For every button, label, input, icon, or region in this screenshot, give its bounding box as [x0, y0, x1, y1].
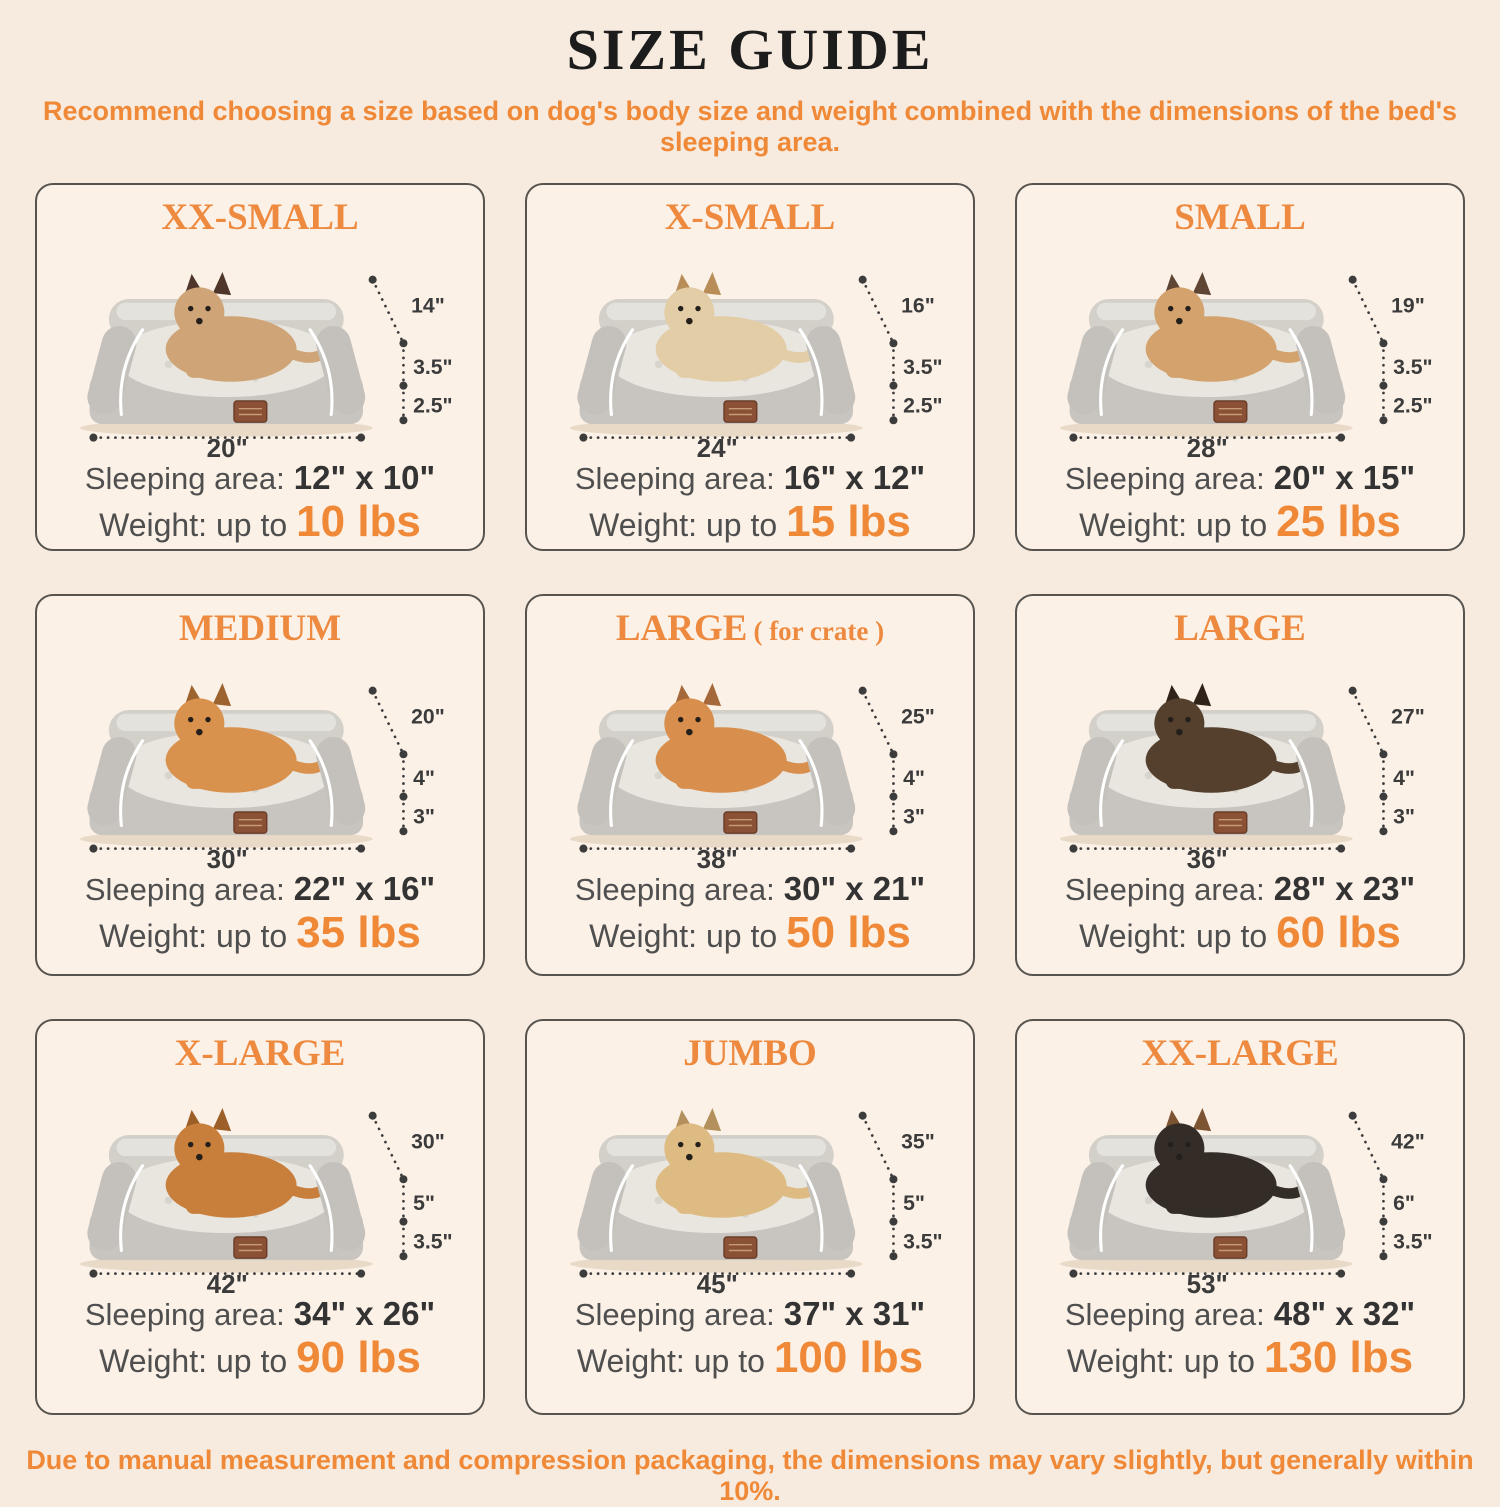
- pet-eye: [695, 717, 700, 722]
- pet-right-ear: [703, 1108, 721, 1131]
- pet-bed-illustration: [1033, 652, 1447, 869]
- diagonal-dimension-label: 27": [1391, 705, 1425, 729]
- pet-right-ear: [213, 272, 231, 295]
- weight-label: Weight:: [1079, 507, 1187, 544]
- weight-line: [1079, 497, 1401, 547]
- width-dimension-label: 42": [206, 1269, 248, 1295]
- diagonal-dimension-label: 30": [411, 1130, 445, 1154]
- pet-eye: [678, 717, 683, 722]
- size-card: [35, 1019, 485, 1415]
- diagonal-dimension-line: [1353, 691, 1384, 755]
- card-title: [1141, 1033, 1338, 1076]
- page-title: SIZE GUIDE: [566, 17, 934, 82]
- weight-prefix: up to: [705, 918, 778, 955]
- brand-tag: [724, 401, 757, 422]
- back-height-dimension-label: 3.5": [1393, 356, 1433, 380]
- base-height-dimension-label: 3": [1393, 805, 1415, 829]
- pet-eye: [188, 1142, 193, 1147]
- diagonal-dimension-label: 25": [901, 705, 935, 729]
- pet-front-legs: [676, 363, 740, 378]
- pet-front-legs: [186, 1199, 250, 1214]
- pet-eye: [1168, 717, 1173, 722]
- pet-nose: [1176, 318, 1183, 325]
- pet-eye: [1185, 306, 1190, 311]
- sleeping-area-value: 34" x 26": [293, 1295, 436, 1333]
- pet-nose: [686, 1154, 693, 1161]
- sleeping-area-value: 12" x 10": [293, 459, 436, 497]
- sleeping-area-line: [1065, 459, 1415, 497]
- dimension-dot: [399, 417, 407, 425]
- pet-eye: [1185, 1142, 1190, 1147]
- pet-right-ear: [1193, 272, 1211, 295]
- pet-nose: [196, 729, 203, 736]
- weight-line: [576, 1333, 924, 1383]
- sleeping-area-line: [575, 1295, 925, 1333]
- weight-value: 100 lbs: [773, 1333, 924, 1383]
- pet-nose: [1176, 729, 1183, 736]
- diagonal-dimension-label: 42": [1391, 1130, 1425, 1154]
- pet-front-legs: [1166, 1199, 1230, 1214]
- sleeping-area-label: Sleeping area:: [574, 461, 775, 497]
- pet-nose: [1176, 1154, 1183, 1161]
- weight-line: [99, 908, 421, 958]
- pet-nose: [196, 318, 203, 325]
- card-size-name: XX-SMALL: [161, 196, 359, 238]
- dimension-dot: [1337, 845, 1345, 853]
- pet-front-legs: [186, 774, 250, 789]
- weight-line: [1066, 1333, 1414, 1383]
- pet-right-ear: [703, 272, 721, 295]
- diagonal-dimension-line: [1353, 1116, 1384, 1180]
- pet-head: [664, 699, 714, 749]
- pet-front-legs: [1166, 774, 1230, 789]
- sleeping-area-value: 20" x 15": [1273, 459, 1416, 497]
- card-size-name: SMALL: [1174, 196, 1306, 238]
- pet-eye: [1185, 717, 1190, 722]
- weight-label: Weight:: [1079, 918, 1187, 955]
- brand-tag: [234, 401, 267, 422]
- sleeping-area-label: Sleeping area:: [1064, 461, 1265, 497]
- brand-tag: [724, 812, 757, 833]
- back-height-dimension-label: 5": [413, 1192, 435, 1216]
- diagonal-dimension-line: [373, 691, 404, 755]
- width-dimension-label: 28": [1186, 433, 1228, 459]
- pet-bed-illustration: [543, 1077, 957, 1294]
- pet-eye: [188, 717, 193, 722]
- pet-bed-illustration: [543, 241, 957, 458]
- pet-right-ear: [1193, 1108, 1211, 1131]
- sleeping-area-label: Sleeping area:: [1064, 1297, 1265, 1333]
- sleeping-area-line: [575, 870, 925, 908]
- card-size-name: XX-LARGE: [1141, 1032, 1339, 1074]
- pet-bed-illustration: [53, 652, 467, 869]
- dimension-dot: [889, 417, 897, 425]
- diagonal-dimension-label: 16": [901, 294, 935, 318]
- sleeping-area-line: [85, 459, 435, 497]
- pet-head: [174, 1124, 224, 1174]
- width-dimension-label: 38": [696, 844, 738, 870]
- pet-nose: [686, 318, 693, 325]
- weight-line: [99, 497, 421, 547]
- diagonal-dimension-label: 19": [1391, 294, 1425, 318]
- sleeping-area-label: Sleeping area:: [84, 872, 285, 908]
- weight-value: 60 lbs: [1276, 908, 1401, 958]
- sleeping-area-value: 48" x 32": [1273, 1295, 1416, 1333]
- card-size-name: LARGE: [615, 607, 748, 649]
- card-size-suffix: ( for crate ): [753, 615, 885, 646]
- weight-label: Weight:: [589, 507, 697, 544]
- dimension-dot: [847, 845, 855, 853]
- card-title: [616, 608, 884, 651]
- card-title: [683, 1033, 817, 1076]
- sleeping-area-label: Sleeping area:: [1064, 872, 1265, 908]
- card-title: [1174, 608, 1306, 651]
- brand-tag: [234, 1237, 267, 1258]
- pet-bed-illustration: [543, 652, 957, 869]
- page-subtitle: Recommend choosing a size based on dog's body size and weight combined with the dimensions of the bed's sleeping area.: [42, 95, 1458, 157]
- width-dimension-label: 36": [1186, 844, 1228, 870]
- dimension-dot: [1337, 434, 1345, 442]
- page-footnote: Due to manual measurement and compression packaging, the dimensions may vary slightly, but generally within 10%.: [26, 1444, 1474, 1506]
- sleeping-area-line: [1065, 1295, 1415, 1333]
- dimension-dot: [357, 845, 365, 853]
- diagonal-dimension-line: [373, 280, 404, 344]
- width-dimension-label: 53": [1186, 1269, 1228, 1295]
- dimension-dot: [847, 434, 855, 442]
- pet-eye: [678, 1142, 683, 1147]
- pet-eye: [695, 1142, 700, 1147]
- size-card: [35, 594, 485, 976]
- pet-eye: [695, 306, 700, 311]
- base-height-dimension-label: 3": [903, 805, 925, 829]
- diagonal-dimension-label: 20": [411, 705, 445, 729]
- weight-value: 10 lbs: [296, 497, 421, 547]
- weight-value: 130 lbs: [1263, 1333, 1414, 1383]
- base-height-dimension-label: 3.5": [1393, 1230, 1433, 1254]
- dimension-dot: [847, 1270, 855, 1278]
- weight-prefix: up to: [215, 507, 288, 544]
- diagonal-dimension-line: [863, 280, 894, 344]
- pet-head: [1154, 1124, 1204, 1174]
- size-card: [1015, 1019, 1465, 1415]
- pet-head: [664, 288, 714, 338]
- pet-right-ear: [213, 683, 231, 706]
- weight-prefix: up to: [1195, 507, 1268, 544]
- brand-tag: [1214, 401, 1247, 422]
- dimension-dot: [889, 828, 897, 836]
- dimension-dot: [1379, 1253, 1387, 1261]
- card-title: [1174, 197, 1306, 240]
- sleeping-area-value: 37" x 31": [783, 1295, 926, 1333]
- weight-prefix: up to: [705, 507, 778, 544]
- pet-bed-illustration: [1033, 241, 1447, 458]
- width-dimension-label: 24": [696, 433, 738, 459]
- back-height-dimension-label: 4": [903, 767, 925, 791]
- weight-prefix: up to: [693, 1343, 765, 1380]
- dimension-dot: [1379, 417, 1387, 425]
- weight-value: 15 lbs: [786, 497, 911, 547]
- card-size-name: MEDIUM: [178, 607, 342, 649]
- weight-prefix: up to: [215, 1343, 288, 1380]
- pet-eye: [188, 306, 193, 311]
- weight-label: Weight:: [576, 1343, 685, 1380]
- weight-label: Weight:: [589, 918, 697, 955]
- pet-eye: [205, 306, 210, 311]
- back-height-dimension-label: 4": [413, 767, 435, 791]
- dimension-dot: [1379, 828, 1387, 836]
- pet-front-legs: [676, 774, 740, 789]
- brand-tag: [724, 1237, 757, 1258]
- weight-label: Weight:: [99, 918, 207, 955]
- card-title: [179, 608, 341, 651]
- sleeping-area-line: [85, 1295, 435, 1333]
- card-size-name: JUMBO: [683, 1032, 817, 1074]
- base-height-dimension-label: 2.5": [903, 394, 943, 418]
- size-card: [525, 183, 975, 551]
- sleeping-area-line: [1065, 870, 1415, 908]
- base-height-dimension-label: 2.5": [1393, 394, 1433, 418]
- size-card: [525, 1019, 975, 1415]
- back-height-dimension-label: 6": [1393, 1192, 1415, 1216]
- brand-tag: [234, 812, 267, 833]
- weight-line: [589, 908, 911, 958]
- weight-label: Weight:: [99, 1343, 207, 1380]
- pet-front-legs: [186, 363, 250, 378]
- brand-tag: [1214, 1237, 1247, 1258]
- pet-right-ear: [213, 1108, 231, 1131]
- weight-label: Weight:: [1066, 1343, 1175, 1380]
- sleeping-area-label: Sleeping area:: [574, 1297, 775, 1333]
- dimension-dot: [1337, 1270, 1345, 1278]
- diagonal-dimension-line: [863, 691, 894, 755]
- sleeping-area-label: Sleeping area:: [574, 872, 775, 908]
- sleeping-area-line: [85, 870, 435, 908]
- base-height-dimension-label: 3.5": [903, 1230, 943, 1254]
- diagonal-dimension-line: [1353, 280, 1384, 344]
- sleeping-area-line: [575, 459, 925, 497]
- pet-front-legs: [676, 1199, 740, 1214]
- card-title: [665, 197, 836, 240]
- pet-head: [174, 288, 224, 338]
- weight-line: [1079, 908, 1401, 958]
- back-height-dimension-label: 5": [903, 1192, 925, 1216]
- weight-prefix: up to: [1195, 918, 1268, 955]
- pet-head: [664, 1124, 714, 1174]
- weight-value: 25 lbs: [1276, 497, 1401, 547]
- dimension-dot: [357, 434, 365, 442]
- pet-front-legs: [1166, 363, 1230, 378]
- size-grid: [0, 183, 1500, 1415]
- page-header: [0, 0, 1500, 158]
- back-height-dimension-label: 3.5": [413, 356, 453, 380]
- width-dimension-label: 45": [696, 1269, 738, 1295]
- dimension-dot: [399, 1253, 407, 1261]
- card-size-name: X-SMALL: [664, 196, 836, 238]
- weight-prefix: up to: [215, 918, 288, 955]
- dimension-dot: [399, 828, 407, 836]
- pet-bed-illustration: [53, 1077, 467, 1294]
- sleeping-area-value: 22" x 16": [293, 870, 436, 908]
- card-size-name: X-LARGE: [174, 1032, 346, 1074]
- dimension-dot: [357, 1270, 365, 1278]
- diagonal-dimension-label: 35": [901, 1130, 935, 1154]
- base-height-dimension-label: 3": [413, 805, 435, 829]
- weight-line: [589, 497, 911, 547]
- weight-label: Weight:: [99, 507, 207, 544]
- width-dimension-label: 30": [206, 844, 248, 870]
- pet-bed-illustration: [1033, 1077, 1447, 1294]
- diagonal-dimension-label: 14": [411, 294, 445, 318]
- size-card: [1015, 594, 1465, 976]
- width-dimension-label: 20": [206, 433, 248, 459]
- diagonal-dimension-line: [863, 1116, 894, 1180]
- base-height-dimension-label: 3.5": [413, 1230, 453, 1254]
- pet-bed-illustration: [53, 241, 467, 458]
- pet-right-ear: [703, 683, 721, 706]
- size-card: [1015, 183, 1465, 551]
- pet-eye: [1168, 1142, 1173, 1147]
- pet-eye: [205, 717, 210, 722]
- weight-value: 50 lbs: [786, 908, 911, 958]
- size-card: [35, 183, 485, 551]
- weight-prefix: up to: [1183, 1343, 1255, 1380]
- pet-eye: [1168, 306, 1173, 311]
- size-card: [525, 594, 975, 976]
- sleeping-area-value: 28" x 23": [1273, 870, 1416, 908]
- pet-head: [1154, 699, 1204, 749]
- brand-tag: [1214, 812, 1247, 833]
- pet-head: [174, 699, 224, 749]
- back-height-dimension-label: 3.5": [903, 356, 943, 380]
- diagonal-dimension-line: [373, 1116, 404, 1180]
- pet-nose: [686, 729, 693, 736]
- sleeping-area-value: 30" x 21": [783, 870, 926, 908]
- sleeping-area-label: Sleeping area:: [84, 461, 285, 497]
- weight-line: [99, 1333, 421, 1383]
- base-height-dimension-label: 2.5": [413, 394, 453, 418]
- pet-eye: [678, 306, 683, 311]
- pet-nose: [196, 1154, 203, 1161]
- card-title: [161, 197, 358, 240]
- back-height-dimension-label: 4": [1393, 767, 1415, 791]
- weight-value: 35 lbs: [296, 908, 421, 958]
- pet-eye: [205, 1142, 210, 1147]
- card-size-name: LARGE: [1174, 607, 1306, 649]
- sleeping-area-value: 16" x 12": [783, 459, 926, 497]
- dimension-dot: [889, 1253, 897, 1261]
- weight-value: 90 lbs: [296, 1333, 421, 1383]
- pet-head: [1154, 288, 1204, 338]
- pet-right-ear: [1193, 683, 1211, 706]
- sleeping-area-label: Sleeping area:: [84, 1297, 285, 1333]
- card-title: [175, 1033, 346, 1076]
